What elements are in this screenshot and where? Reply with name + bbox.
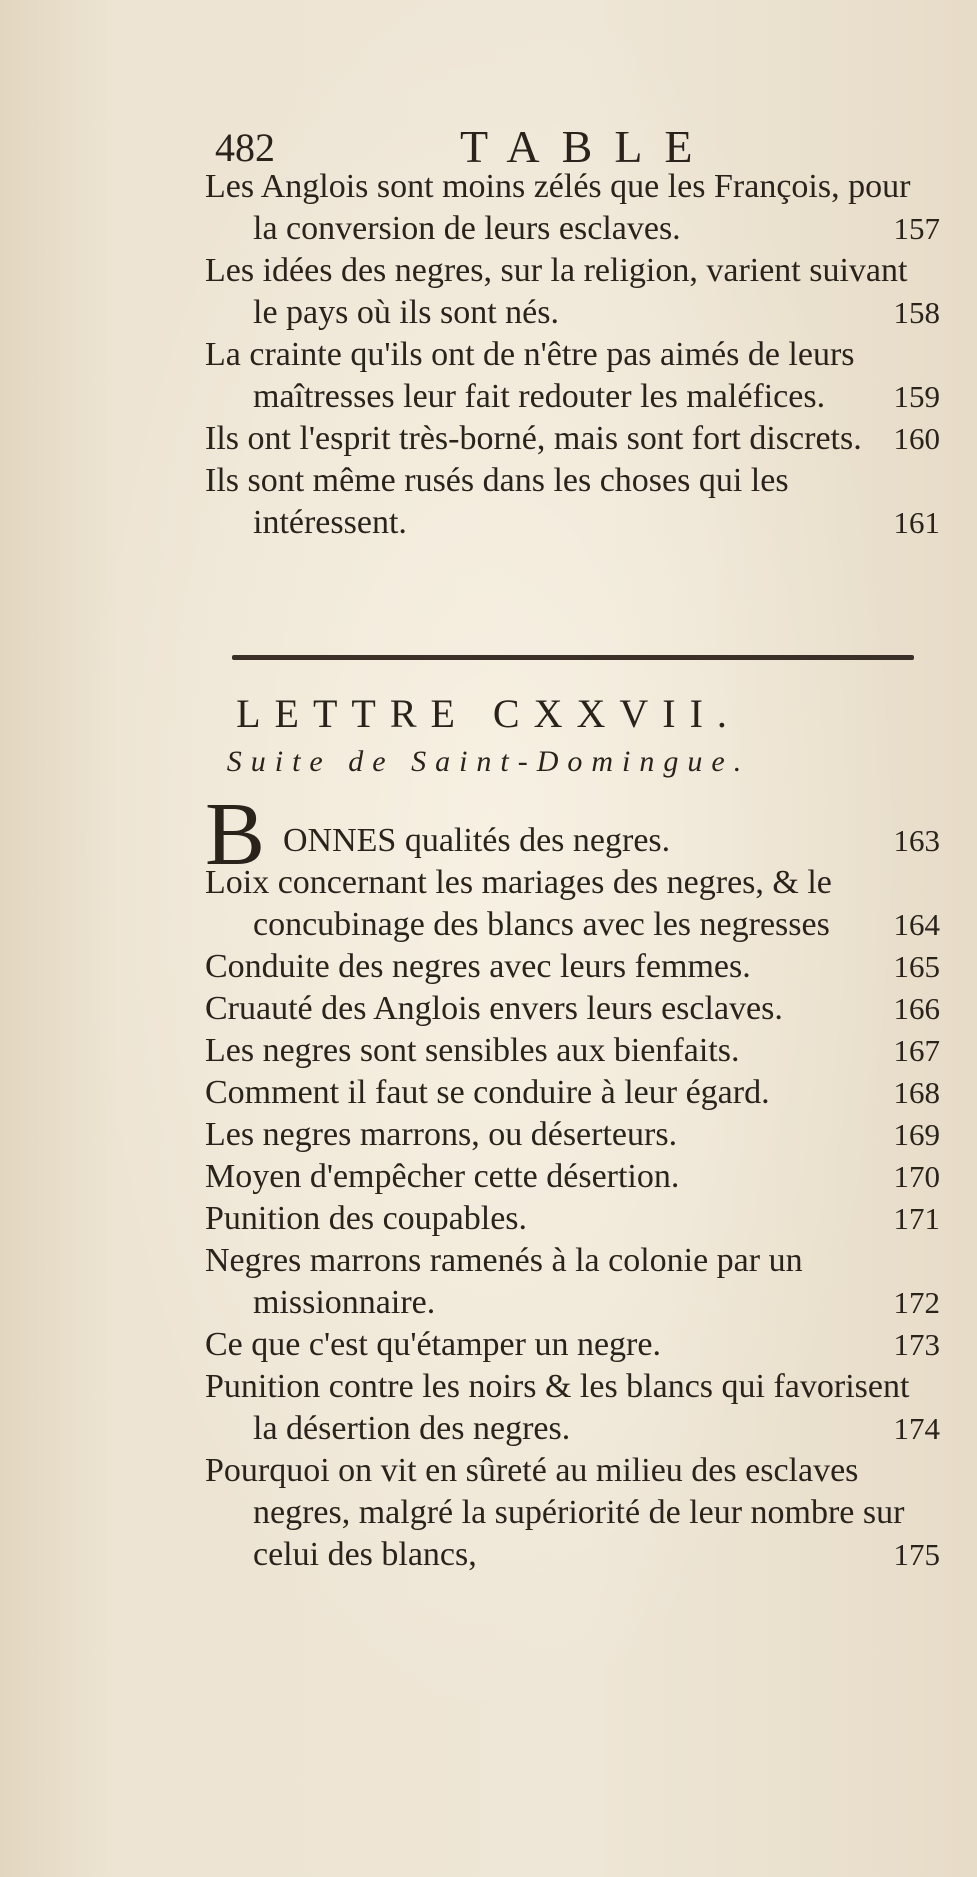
entry-text: Ce que c'est qu'étamper un negre. xyxy=(205,1326,661,1363)
table-entry xyxy=(205,460,940,544)
entry-page-number: 174 xyxy=(893,1411,940,1446)
table-entry xyxy=(205,1366,940,1450)
entry-text: Conduite des negres avec leurs femmes. xyxy=(205,948,751,985)
table-entry xyxy=(205,1030,940,1072)
table-entry xyxy=(205,418,940,460)
entry-page-number: 173 xyxy=(893,1327,940,1362)
entry-page-number: 166 xyxy=(893,991,940,1026)
entry-page-number: 163 xyxy=(893,823,940,858)
entry-text: Negres marrons ramenés à la colonie par un missionnaire. xyxy=(205,1242,803,1321)
running-title: TABLE xyxy=(460,121,715,172)
entry-text: La crainte qu'ils ont de n'être pas aimés de leurs maîtresses leur fait redouter les maléfices. xyxy=(205,336,855,415)
entry-page-number: 167 xyxy=(893,1033,940,1068)
entry-text: Les Anglois sont moins zélés que les François, pour la conversion de leurs esclaves. xyxy=(205,168,911,247)
table-entry xyxy=(205,1114,940,1156)
entry-text: Ils ont l'esprit très-borné, mais sont fort discrets. xyxy=(205,420,862,457)
entry-page-number: 157 xyxy=(893,211,940,246)
letter-heading: LETTRE CXXVII. xyxy=(236,691,741,736)
table-entry xyxy=(205,1324,940,1366)
entry-text: Les negres sont sensibles aux bienfaits. xyxy=(205,1032,740,1069)
page-number: 482 xyxy=(215,125,275,170)
table-entry xyxy=(205,1450,940,1576)
entry-page-number: 165 xyxy=(893,949,940,984)
table-entry xyxy=(205,1156,940,1198)
entry-page-number: 158 xyxy=(893,295,940,330)
entry-text: Comment il faut se conduire à leur égard. xyxy=(205,1074,770,1111)
entry-page-number: 175 xyxy=(893,1537,940,1572)
table-entry xyxy=(205,166,940,250)
entry-page-number: 170 xyxy=(893,1159,940,1194)
table-entries-continued xyxy=(205,166,940,544)
entry-text: Les idées des negres, sur la religion, varient suivant le pays où ils sont nés. xyxy=(205,252,908,331)
table-entries-letter xyxy=(205,820,940,1576)
entry-text: Moyen d'empêcher cette désertion. xyxy=(205,1158,680,1195)
table-entry xyxy=(205,988,940,1030)
table-entry xyxy=(205,862,940,946)
entry-text: Punition contre les noirs & les blancs qui favorisent la désertion des negres. xyxy=(205,1368,910,1447)
table-entry xyxy=(205,250,940,334)
entry-text: Pourquoi on vit en sûreté au milieu des esclaves negres, malgré la supériorité de leur nombre sur celui des blancs, xyxy=(205,1452,905,1573)
table-entry xyxy=(205,1198,940,1240)
entry-text: Punition des coupables. xyxy=(205,1200,528,1237)
table-entry xyxy=(205,1240,940,1324)
table-entry xyxy=(205,820,940,862)
entry-text: Loix concernant les mariages des negres, & le concubinage des blancs avec les negresses xyxy=(205,864,832,943)
entry-page-number: 159 xyxy=(893,379,940,414)
drop-cap: B xyxy=(205,785,266,884)
table-entry xyxy=(205,1072,940,1114)
entry-text: Les negres marrons, ou déserteurs. xyxy=(205,1116,678,1153)
table-entry xyxy=(205,334,940,418)
entry-text: Ils sont même rusés dans les choses qui les intéressent. xyxy=(205,462,789,541)
entry-page-number: 168 xyxy=(893,1075,940,1110)
entry-page-number: 164 xyxy=(893,907,940,942)
entry-page-number: 160 xyxy=(893,421,940,456)
entry-text: Cruauté des Anglois envers leurs esclaves. xyxy=(205,990,783,1027)
entry-page-number: 169 xyxy=(893,1117,940,1152)
entry-text: ONNES qualités des negres. xyxy=(283,822,671,859)
entry-page-number: 161 xyxy=(893,505,940,540)
horizontal-rule xyxy=(232,655,914,660)
entry-page-number: 172 xyxy=(893,1285,940,1320)
table-entry xyxy=(205,946,940,988)
letter-subheading: Suite de Saint-Domingue. xyxy=(226,745,751,778)
entry-page-number: 171 xyxy=(893,1201,940,1236)
